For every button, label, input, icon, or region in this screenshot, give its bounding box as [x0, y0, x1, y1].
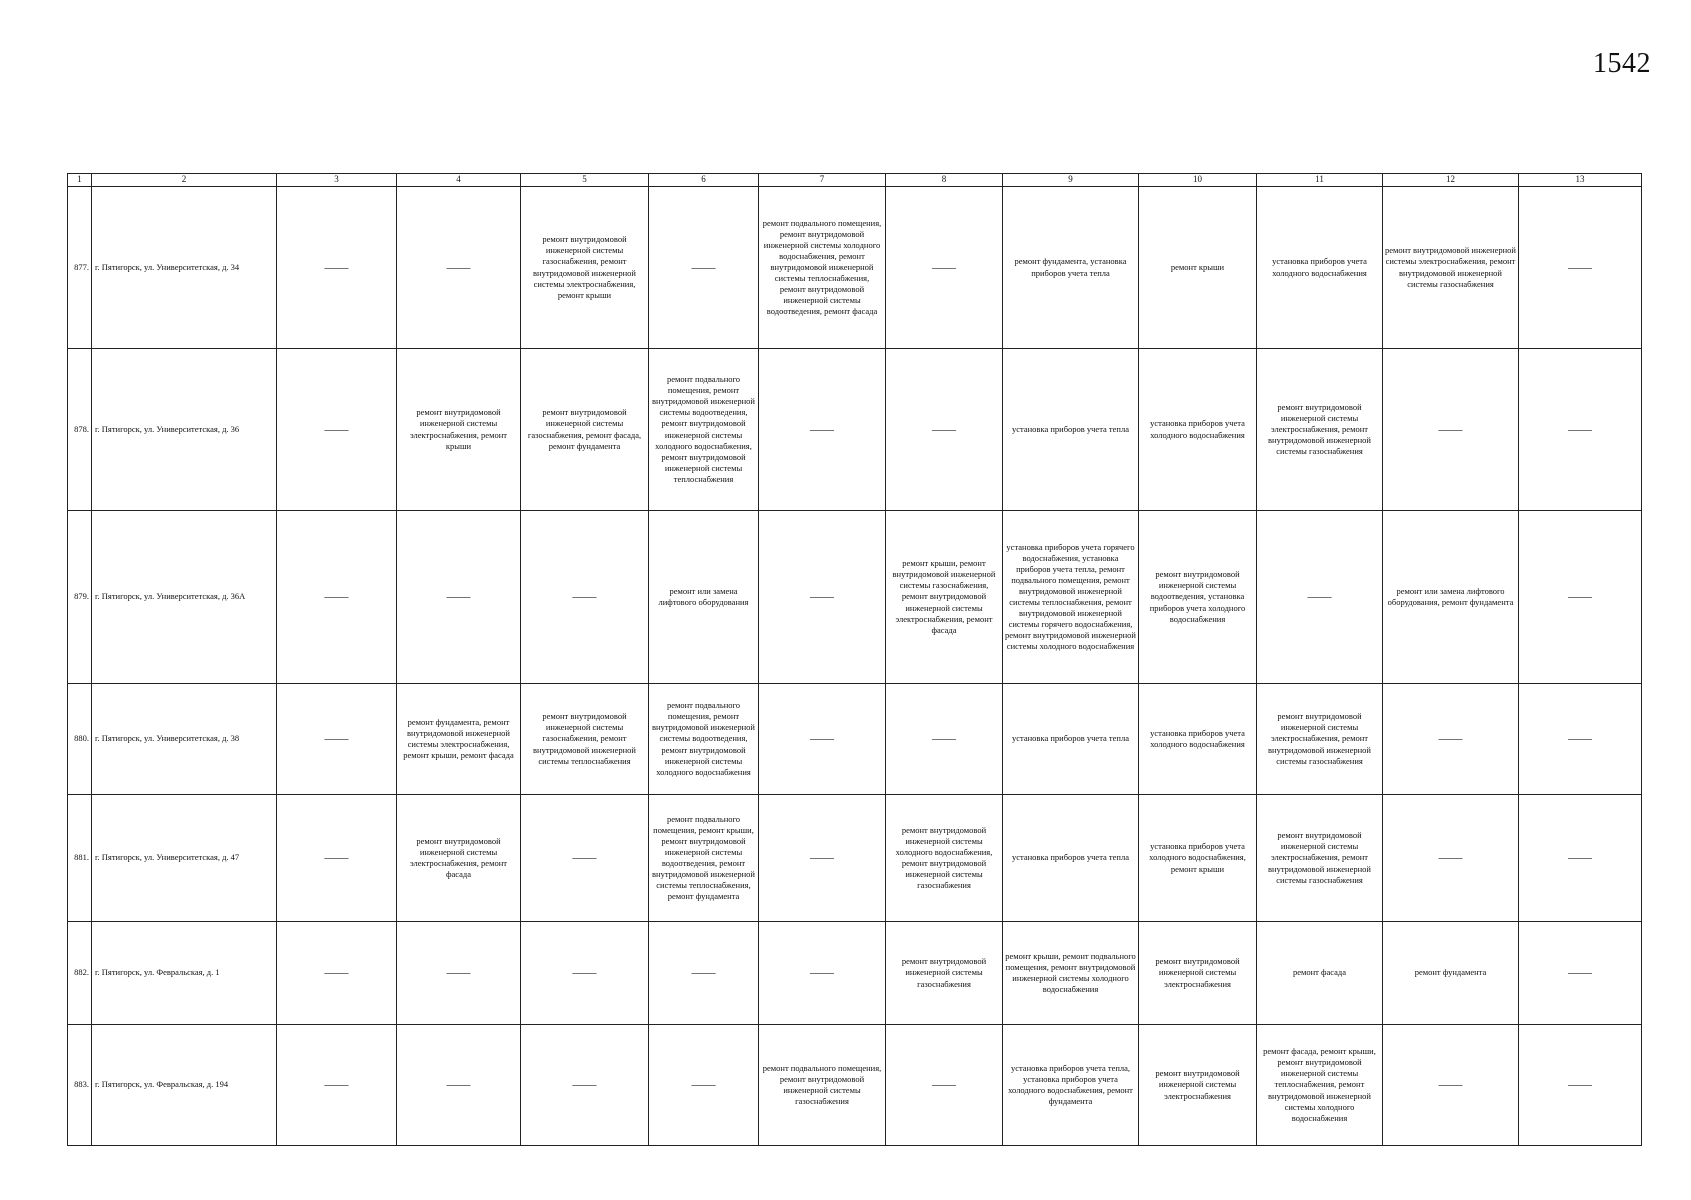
table-cell: ——	[1383, 1025, 1519, 1146]
column-header: 9	[1003, 174, 1139, 187]
table-cell: ремонт внутридомовой инженерной системы электроснабжения, ремонт внутридомовой инженерной системы газоснабжения	[1383, 187, 1519, 349]
table-cell: ремонт крыши, ремонт подвального помещения, ремонт внутридомовой инженерной системы холодного водоснабжения	[1003, 922, 1139, 1025]
table-cell: ремонт внутридомовой инженерной системы электроснабжения	[1139, 922, 1257, 1025]
table-cell: установка приборов учета тепла	[1003, 349, 1139, 511]
table-row	[68, 795, 1642, 922]
table-cell: ремонт внутридомовой инженерной системы электроснабжения, ремонт крыши	[397, 349, 521, 511]
table-cell: ——	[397, 511, 521, 684]
column-header: 11	[1257, 174, 1383, 187]
table-cell: ремонт внутридомовой инженерной системы газоснабжения, ремонт внутридомовой инженерной системы электроснабжения, ремонт крыши	[521, 187, 649, 349]
table-cell: ремонт фасада, ремонт крыши, ремонт внутридомовой инженерной системы теплоснабжения, ремонт внутридомовой инженерной системы холодного водоснабжения	[1257, 1025, 1383, 1146]
table-cell: ремонт внутридомовой инженерной системы газоснабжения	[886, 922, 1003, 1025]
table-cell: ремонт фундамента	[1383, 922, 1519, 1025]
table-cell: установка приборов учета холодного водоснабжения	[1139, 684, 1257, 795]
table-cell: установка приборов учета тепла, установка приборов учета холодного водоснабжения, ремонт фундамента	[1003, 1025, 1139, 1146]
table-row	[68, 922, 1642, 1025]
table-cell: ремонт внутридомовой инженерной системы холодного водоснабжения, ремонт внутридомовой инженерной системы газоснабжения	[886, 795, 1003, 922]
column-header: 3	[277, 174, 397, 187]
table-cell: ——	[886, 684, 1003, 795]
row-number: 883.	[68, 1025, 92, 1146]
table-row	[68, 187, 1642, 349]
table-cell: ремонт внутридомовой инженерной системы электроснабжения	[1139, 1025, 1257, 1146]
table-cell: ——	[277, 684, 397, 795]
column-header: 8	[886, 174, 1003, 187]
table-cell: ——	[649, 922, 759, 1025]
table-cell: ремонт подвального помещения, ремонт внутридомовой инженерной системы водоотведения, ремонт внутридомовой инженерной системы холодного водоснабжения	[649, 684, 759, 795]
table-cell: ремонт внутридомовой инженерной системы электроснабжения, ремонт фасада	[397, 795, 521, 922]
table-cell: установка приборов учета холодного водоснабжения, ремонт крыши	[1139, 795, 1257, 922]
table-cell: ——	[886, 187, 1003, 349]
table-cell: ——	[649, 187, 759, 349]
table-cell: ——	[521, 922, 649, 1025]
column-header: 7	[759, 174, 886, 187]
table-cell: ——	[1519, 684, 1642, 795]
address-cell: г. Пятигорск, ул. Университетская, д. 36А	[92, 511, 277, 684]
column-header: 6	[649, 174, 759, 187]
row-number: 881.	[68, 795, 92, 922]
table-cell: ——	[759, 922, 886, 1025]
table-cell: ——	[759, 511, 886, 684]
row-number: 878.	[68, 349, 92, 511]
column-header: 5	[521, 174, 649, 187]
table-cell: ремонт внутридомовой инженерной системы электроснабжения, ремонт внутридомовой инженерной системы газоснабжения	[1257, 795, 1383, 922]
page-number: 1542	[1593, 48, 1651, 79]
table-cell: установка приборов учета холодного водоснабжения	[1257, 187, 1383, 349]
column-header: 12	[1383, 174, 1519, 187]
table-cell: ремонт подвального помещения, ремонт внутридомовой инженерной системы холодного водоснабжения, ремонт внутридомовой инженерной системы теплоснабжения, ремонт внутридомовой инженерной системы водоотведения, ремонт фасада	[759, 187, 886, 349]
repair-schedule-table	[67, 173, 1642, 1146]
column-header: 13	[1519, 174, 1642, 187]
table-cell: установка приборов учета тепла	[1003, 684, 1139, 795]
table-cell: ——	[759, 684, 886, 795]
address-cell: г. Пятигорск, ул. Университетская, д. 38	[92, 684, 277, 795]
address-cell: г. Пятигорск, ул. Университетская, д. 34	[92, 187, 277, 349]
table-cell: ——	[1519, 795, 1642, 922]
table-cell: ремонт внутридомовой инженерной системы электроснабжения, ремонт внутридомовой инженерной системы газоснабжения	[1257, 684, 1383, 795]
table-cell: ——	[1519, 922, 1642, 1025]
table-cell: ——	[277, 187, 397, 349]
table-cell: ремонт или замена лифтового оборудования	[649, 511, 759, 684]
address-cell: г. Пятигорск, ул. Февральская, д. 194	[92, 1025, 277, 1146]
address-cell: г. Пятигорск, ул. Университетская, д. 47	[92, 795, 277, 922]
table-cell: ——	[397, 1025, 521, 1146]
table-cell: ——	[886, 349, 1003, 511]
table-cell: ремонт подвального помещения, ремонт внутридомовой инженерной системы газоснабжения	[759, 1025, 886, 1146]
table-cell: ——	[277, 349, 397, 511]
table-cell: ——	[521, 795, 649, 922]
table-cell: ——	[397, 922, 521, 1025]
table-cell: ремонт внутридомовой инженерной системы электроснабжения, ремонт внутридомовой инженерной системы газоснабжения	[1257, 349, 1383, 511]
table-cell: ——	[649, 1025, 759, 1146]
table-cell: ——	[759, 795, 886, 922]
table-cell: ——	[277, 795, 397, 922]
table-cell: установка приборов учета тепла	[1003, 795, 1139, 922]
table-cell: ремонт подвального помещения, ремонт внутридомовой инженерной системы водоотведения, ремонт внутридомовой инженерной системы холодного водоснабжения, ремонт внутридомовой инженерной системы теплоснабжения	[649, 349, 759, 511]
table-cell: ремонт подвального помещения, ремонт крыши, ремонт внутридомовой инженерной системы водоотведения, ремонт внутридомовой инженерной системы теплоснабжения, ремонт фундамента	[649, 795, 759, 922]
address-cell: г. Пятигорск, ул. Университетская, д. 36	[92, 349, 277, 511]
table-cell: ремонт или замена лифтового оборудования, ремонт фундамента	[1383, 511, 1519, 684]
row-number: 880.	[68, 684, 92, 795]
row-number: 877.	[68, 187, 92, 349]
table-cell: ремонт фундамента, установка приборов учета тепла	[1003, 187, 1139, 349]
row-number: 882.	[68, 922, 92, 1025]
table-cell: ремонт крыши	[1139, 187, 1257, 349]
table-row	[68, 1025, 1642, 1146]
table-cell: ——	[277, 511, 397, 684]
column-header: 10	[1139, 174, 1257, 187]
table-row	[68, 684, 1642, 795]
table-cell: ——	[521, 511, 649, 684]
address-cell: г. Пятигорск, ул. Февральская, д. 1	[92, 922, 277, 1025]
table-cell: установка приборов учета холодного водоснабжения	[1139, 349, 1257, 511]
table-cell: ——	[1519, 1025, 1642, 1146]
table-cell: ——	[1519, 187, 1642, 349]
table-cell: ремонт крыши, ремонт внутридомовой инженерной системы газоснабжения, ремонт внутридомовой инженерной системы электроснабжения, ремонт фасада	[886, 511, 1003, 684]
table-cell: ——	[1257, 511, 1383, 684]
table-cell: ——	[521, 1025, 649, 1146]
table-row	[68, 511, 1642, 684]
table-cell: ремонт фасада	[1257, 922, 1383, 1025]
table-cell: ——	[1383, 349, 1519, 511]
column-header: 2	[92, 174, 277, 187]
row-number: 879.	[68, 511, 92, 684]
column-numbers-row	[68, 174, 1642, 187]
table-cell: ——	[1383, 684, 1519, 795]
table-cell: ремонт внутридомовой инженерной системы газоснабжения, ремонт внутридомовой инженерной системы теплоснабжения	[521, 684, 649, 795]
table-cell: ремонт внутридомовой инженерной системы водоотведения, установка приборов учета холодного водоснабжения	[1139, 511, 1257, 684]
table-cell: ——	[277, 1025, 397, 1146]
table-cell: ——	[759, 349, 886, 511]
column-header: 1	[68, 174, 92, 187]
table-cell: установка приборов учета горячего водоснабжения, установка приборов учета тепла, ремонт подвального помещения, ремонт внутридомовой инженерной системы теплоснабжения, ремонт внутридомовой инженерной системы горячего водоснабжения, ремонт внутридомовой инженерной системы холодного водоснабжения	[1003, 511, 1139, 684]
table-row	[68, 349, 1642, 511]
column-header: 4	[397, 174, 521, 187]
table-cell: ——	[277, 922, 397, 1025]
table-cell: ремонт фундамента, ремонт внутридомовой инженерной системы электроснабжения, ремонт крыши, ремонт фасада	[397, 684, 521, 795]
table-cell: ——	[1519, 349, 1642, 511]
table-cell: ——	[397, 187, 521, 349]
table-cell: ремонт внутридомовой инженерной системы газоснабжения, ремонт фасада, ремонт фундамента	[521, 349, 649, 511]
table-cell: ——	[886, 1025, 1003, 1146]
table-cell: ——	[1383, 795, 1519, 922]
table-cell: ——	[1519, 511, 1642, 684]
